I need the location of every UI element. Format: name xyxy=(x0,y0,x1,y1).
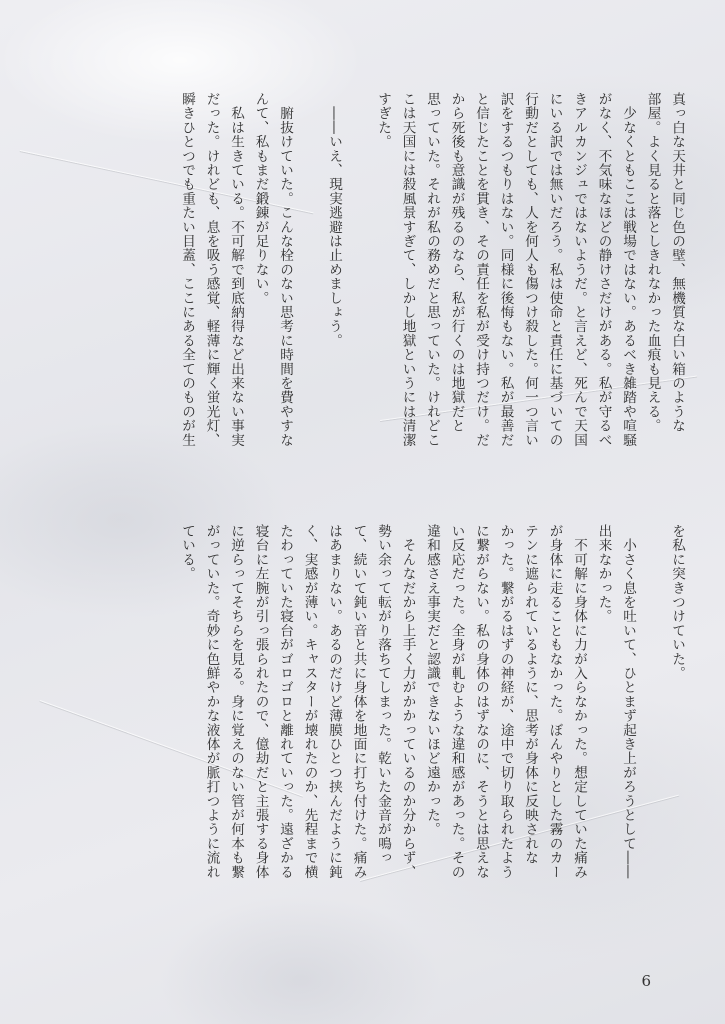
text-line: 瞬きひとつでも重たい目蓋、ここにある全てのものが生 xyxy=(179,92,195,447)
upper-text-block xyxy=(175,92,690,512)
text-line: かった。繋がるはずの神経が、途中で切り取られたよう xyxy=(497,524,514,879)
text-line: んて、私もまだ鍛錬が足りない。 xyxy=(252,92,269,305)
text-line: がっていた。奇妙に色鮮やかな液体が脈打つように流れ xyxy=(203,524,220,879)
lower-text-block xyxy=(175,524,690,952)
text-line: はあまりない。あるのだけど薄膜ひとつ挟んだように鈍 xyxy=(326,524,342,879)
text-line: 訳をするつもりはない。同様に後悔もない。私が最善だ xyxy=(497,92,514,447)
text-line: 真っ白な天井と同じ色の壁、無機質な白い箱のような xyxy=(669,92,685,433)
text-line: 寝台に左腕が引っ張られたので、億劫だと主張する身体 xyxy=(252,524,269,879)
text-line xyxy=(640,524,665,952)
text-line: ている。 xyxy=(179,524,195,581)
text-line: から死後も意識が残るのなら、私が行くのは地獄だと xyxy=(448,92,465,433)
text-line: く、実感が薄い。キャスターが壊れたのか、先程まで横 xyxy=(301,524,318,879)
text-line: 少なくともここは戦場ではない。あるべき雑踏や喧騒 xyxy=(620,92,636,447)
text-line: を私に突きつけていた。 xyxy=(669,524,685,681)
text-line: にいる訳では無いだろう。私は使命と責任に基づいての xyxy=(546,92,563,447)
text-line: 部屋。よく見ると落としきれなかった血痕も見える。 xyxy=(644,92,661,433)
text-line: に逆らってそちらを見る。身に覚えのない管が何本も繋 xyxy=(228,524,244,879)
text-line: て、続いて鈍い音と共に身体を地面に打ち付けた。痛み xyxy=(350,524,367,879)
text-line xyxy=(346,92,371,512)
text-line: テンに遮られているように、思考が身体に反映されな xyxy=(522,524,538,865)
text-line: こは天国には殺風景すぎて、しかし地獄というには清潔 xyxy=(399,92,416,447)
text-line: 私は生きている。不可解で到底納得など出来ない事実 xyxy=(228,92,244,447)
text-line: 行動だとしても、人を何人も傷つけ殺した。何一つ言い xyxy=(522,92,538,447)
text-line: だった。けれども、息を吸う感覚、軽薄に輝く蛍光灯、 xyxy=(203,92,220,447)
text-line: い反応だった。全身が軋むような違和感があった。その xyxy=(448,524,465,879)
text-line: すぎた。 xyxy=(375,92,391,149)
text-line xyxy=(297,92,322,512)
text-line: 出来なかった。 xyxy=(595,524,612,624)
text-line: ――いえ、現実逃避は止めましょう。 xyxy=(326,92,342,348)
text-line: 思っていた。それが私の務めだと思っていた。けれどこ xyxy=(424,92,440,447)
text-line: に繋がらない。私の身体のはずなのに、そうとは思えな xyxy=(473,524,489,879)
text-line: 勢い余って転がり落ちてしまった。乾いた金音が鳴っ xyxy=(375,524,391,865)
text-line: 腑抜けていた。こんな栓のない思考に時間を費やすな xyxy=(277,92,293,447)
text-line: たわっていた寝台がゴロゴロと離れていった。遠ざかる xyxy=(277,524,293,879)
text-line: 不可解に身体に力が入らなかった。想定していた痛み xyxy=(571,524,587,879)
text-line: が身体に走ることもなかった。ぼんやりとした霧のカー xyxy=(546,524,563,879)
text-line: きアルカンジュではないようだ。と言えど、死んで天国 xyxy=(571,92,587,447)
page-number: 6 xyxy=(641,972,651,990)
text-line: と信じたことを貫き、その責任を私が受け持つだけ。だ xyxy=(473,92,489,447)
text-line: 違和感さえ事実だと認識できないほど遠かった。 xyxy=(424,524,440,837)
text-line: そんなだから上手く力がかかっているのか分からず、 xyxy=(399,524,416,879)
text-line: 小さく息を吐いて、ひとまず起き上がろうとして―― xyxy=(620,524,636,879)
text-line: がなく、不気味なほどの静けさだけがある。私が守るべ xyxy=(595,92,612,447)
